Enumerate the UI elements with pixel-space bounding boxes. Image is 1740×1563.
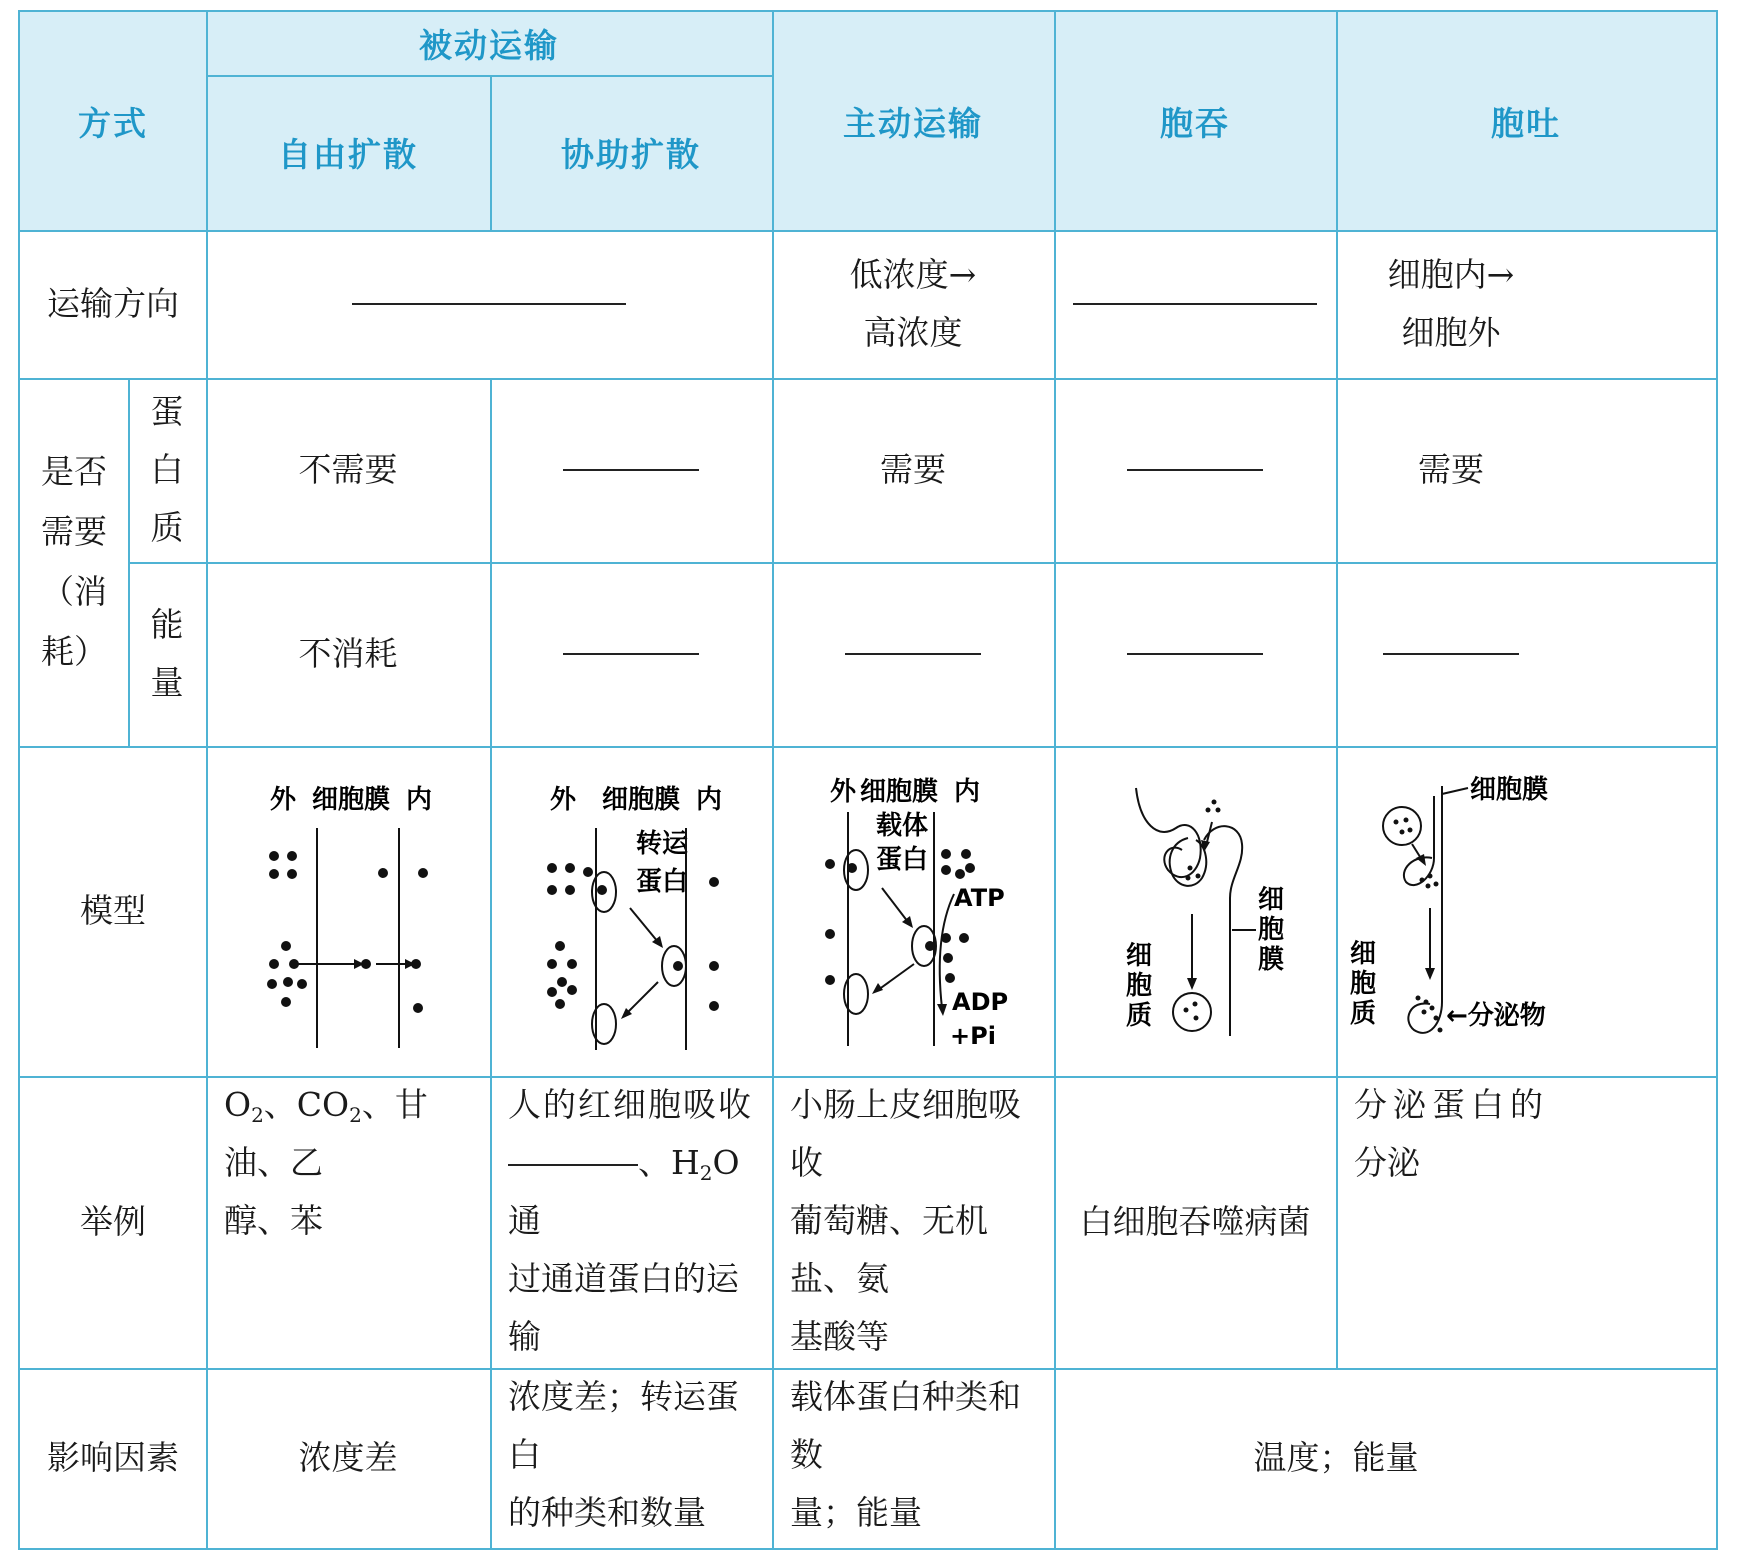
exo-direction-line1: 细胞内→	[1387, 255, 1515, 294]
fac-example-channel: O 通	[508, 1143, 740, 1240]
fac-example-line1: 人的红细胞吸收	[508, 1085, 753, 1124]
label-atp: ATP	[954, 884, 1005, 912]
glycerol-text: 、甘油、乙	[224, 1085, 428, 1182]
bulk-factor: 温度；能量	[1253, 1438, 1419, 1477]
label-secretion: ←分泌物	[1446, 1001, 1546, 1031]
molecule-dots	[267, 851, 428, 1013]
label-cell-membrane: 细胞膜	[1470, 775, 1549, 805]
protein-label-2: 白	[150, 450, 184, 489]
energy-label-1: 能	[150, 605, 184, 644]
active-factor-line1: 载体蛋白种类和数	[790, 1377, 1021, 1474]
label-cytoplasm-1: 细	[1126, 941, 1153, 971]
header-exocytosis: 胞吐	[1491, 103, 1561, 143]
blank-fac-energy	[490, 562, 772, 746]
molecule-dots	[547, 863, 719, 1011]
exocytosis-diagram	[1336, 746, 1716, 1076]
exo-example-line1: 分泌蛋白的	[1354, 1085, 1549, 1124]
transport-comparison-table	[18, 10, 1718, 1550]
o2-text: O	[224, 1085, 252, 1124]
free-factor: 浓度差	[298, 1438, 398, 1477]
blank-endo-protein	[1054, 378, 1336, 562]
active-example-line2: 葡萄糖、无机盐、氨	[790, 1201, 988, 1298]
active-factor	[772, 1368, 1054, 1548]
active-direction-line1: 低浓度→	[849, 255, 977, 294]
free-example: $O_2$、$CO_2$、甘油、乙 醇、苯	[206, 1076, 490, 1368]
row-group-label-need	[20, 378, 128, 746]
free-example-line2: 醇、苯	[224, 1201, 323, 1240]
free-energy: 不消耗	[298, 634, 398, 673]
label-carrier-1: 载体	[876, 811, 929, 841]
fac-example-line3: 过通道蛋白的运输	[508, 1259, 739, 1356]
header-endocytosis: 胞吞	[1160, 103, 1230, 143]
facilitated-diffusion-diagram	[490, 746, 772, 1076]
fac-example: 人的红细胞吸收 、$H_2O$ 通 过通道蛋白的运输	[490, 1076, 772, 1368]
label-in: 内	[954, 777, 981, 807]
need-label-3: （消耗）	[41, 572, 107, 671]
row-label-factor: 影响因素	[47, 1438, 179, 1477]
active-example	[772, 1076, 1054, 1368]
protein-label-3: 质	[150, 508, 184, 547]
active-direction	[772, 230, 1054, 378]
need-label-2: 需要	[41, 512, 107, 551]
label-adp: ADP	[952, 988, 1009, 1016]
header-active-transport: 主动运输	[843, 103, 983, 143]
row-label-direction: 运输方向	[47, 284, 179, 323]
active-transport-diagram	[772, 746, 1054, 1076]
label-out: 外	[550, 785, 577, 815]
protein-label-1: 蛋	[150, 392, 184, 431]
row-label-model: 模型	[80, 891, 146, 930]
active-example-line3: 基酸等	[790, 1317, 889, 1356]
label-cytoplasm-1: 细	[1350, 939, 1377, 969]
label-in: 内	[696, 785, 723, 815]
header-free-diffusion: 自由扩散	[278, 135, 418, 174]
free-diffusion-diagram	[206, 746, 490, 1076]
active-example-line1: 小肠上皮细胞吸收	[790, 1085, 1021, 1182]
header-facilitated-diffusion: 协助扩散	[561, 135, 701, 174]
row-label-example: 举例	[80, 1202, 146, 1241]
blank-passive-direction	[206, 230, 772, 378]
label-membrane-3: 膜	[1258, 945, 1285, 975]
exo-protein: 需要	[1418, 450, 1484, 489]
label-cytoplasm-2: 胞	[1126, 971, 1153, 1001]
blank-exo-energy	[1336, 562, 1566, 746]
label-in: 内	[406, 785, 433, 815]
row-label-protein	[128, 378, 206, 562]
label-out: 外	[830, 777, 857, 807]
blank-active-energy	[772, 562, 1054, 746]
energy-label-2: 量	[150, 663, 184, 702]
row-label-energy	[128, 562, 206, 746]
need-label-1: 是否	[41, 452, 107, 491]
fac-factor-line1: 浓度差；转运蛋白	[508, 1377, 739, 1474]
label-membrane-2: 胞	[1258, 915, 1285, 945]
fac-factor	[490, 1368, 772, 1548]
vesicle	[1173, 993, 1211, 1031]
endo-example: 白细胞吞噬病菌	[1079, 1202, 1311, 1241]
label-membrane: 细胞膜	[312, 785, 391, 815]
label-cytoplasm-2: 胞	[1350, 969, 1377, 999]
label-out: 外	[270, 785, 297, 815]
blank-fac-protein	[490, 378, 772, 562]
label-cytoplasm-3: 质	[1350, 999, 1377, 1029]
header-method: 方式	[78, 103, 148, 143]
label-transporter-2: 蛋白	[636, 867, 689, 897]
cell-membrane	[1136, 788, 1201, 877]
h2o-text: 、H	[638, 1143, 700, 1182]
label-cytoplasm-3: 质	[1126, 1001, 1153, 1031]
active-factor-line2: 量；能量	[790, 1493, 922, 1532]
vesicle	[1383, 807, 1421, 845]
exo-example	[1336, 1076, 1566, 1368]
label-membrane-1: 细	[1258, 885, 1285, 915]
label-transporter-1: 转运	[636, 829, 689, 859]
fac-factor-line2: 的种类和数量	[508, 1493, 706, 1532]
blank-endo-direction	[1054, 230, 1336, 378]
label-membrane: 细胞膜	[860, 777, 939, 807]
active-protein: 需要	[880, 450, 946, 489]
label-membrane: 细胞膜	[602, 785, 681, 815]
endocytosis-diagram	[1054, 746, 1336, 1076]
active-direction-line2: 高浓度	[863, 313, 963, 352]
co2-text: 、CO	[263, 1085, 350, 1124]
exo-direction	[1336, 230, 1566, 378]
free-protein: 不需要	[298, 450, 398, 489]
blank-endo-energy	[1054, 562, 1336, 746]
label-carrier-2: 蛋白	[876, 845, 929, 875]
header-passive-transport: 被动运输	[419, 26, 559, 65]
exo-direction-line2: 细胞外	[1401, 313, 1501, 352]
label-pi: +Pi	[950, 1022, 996, 1050]
exo-example-line2: 分泌	[1354, 1143, 1420, 1182]
